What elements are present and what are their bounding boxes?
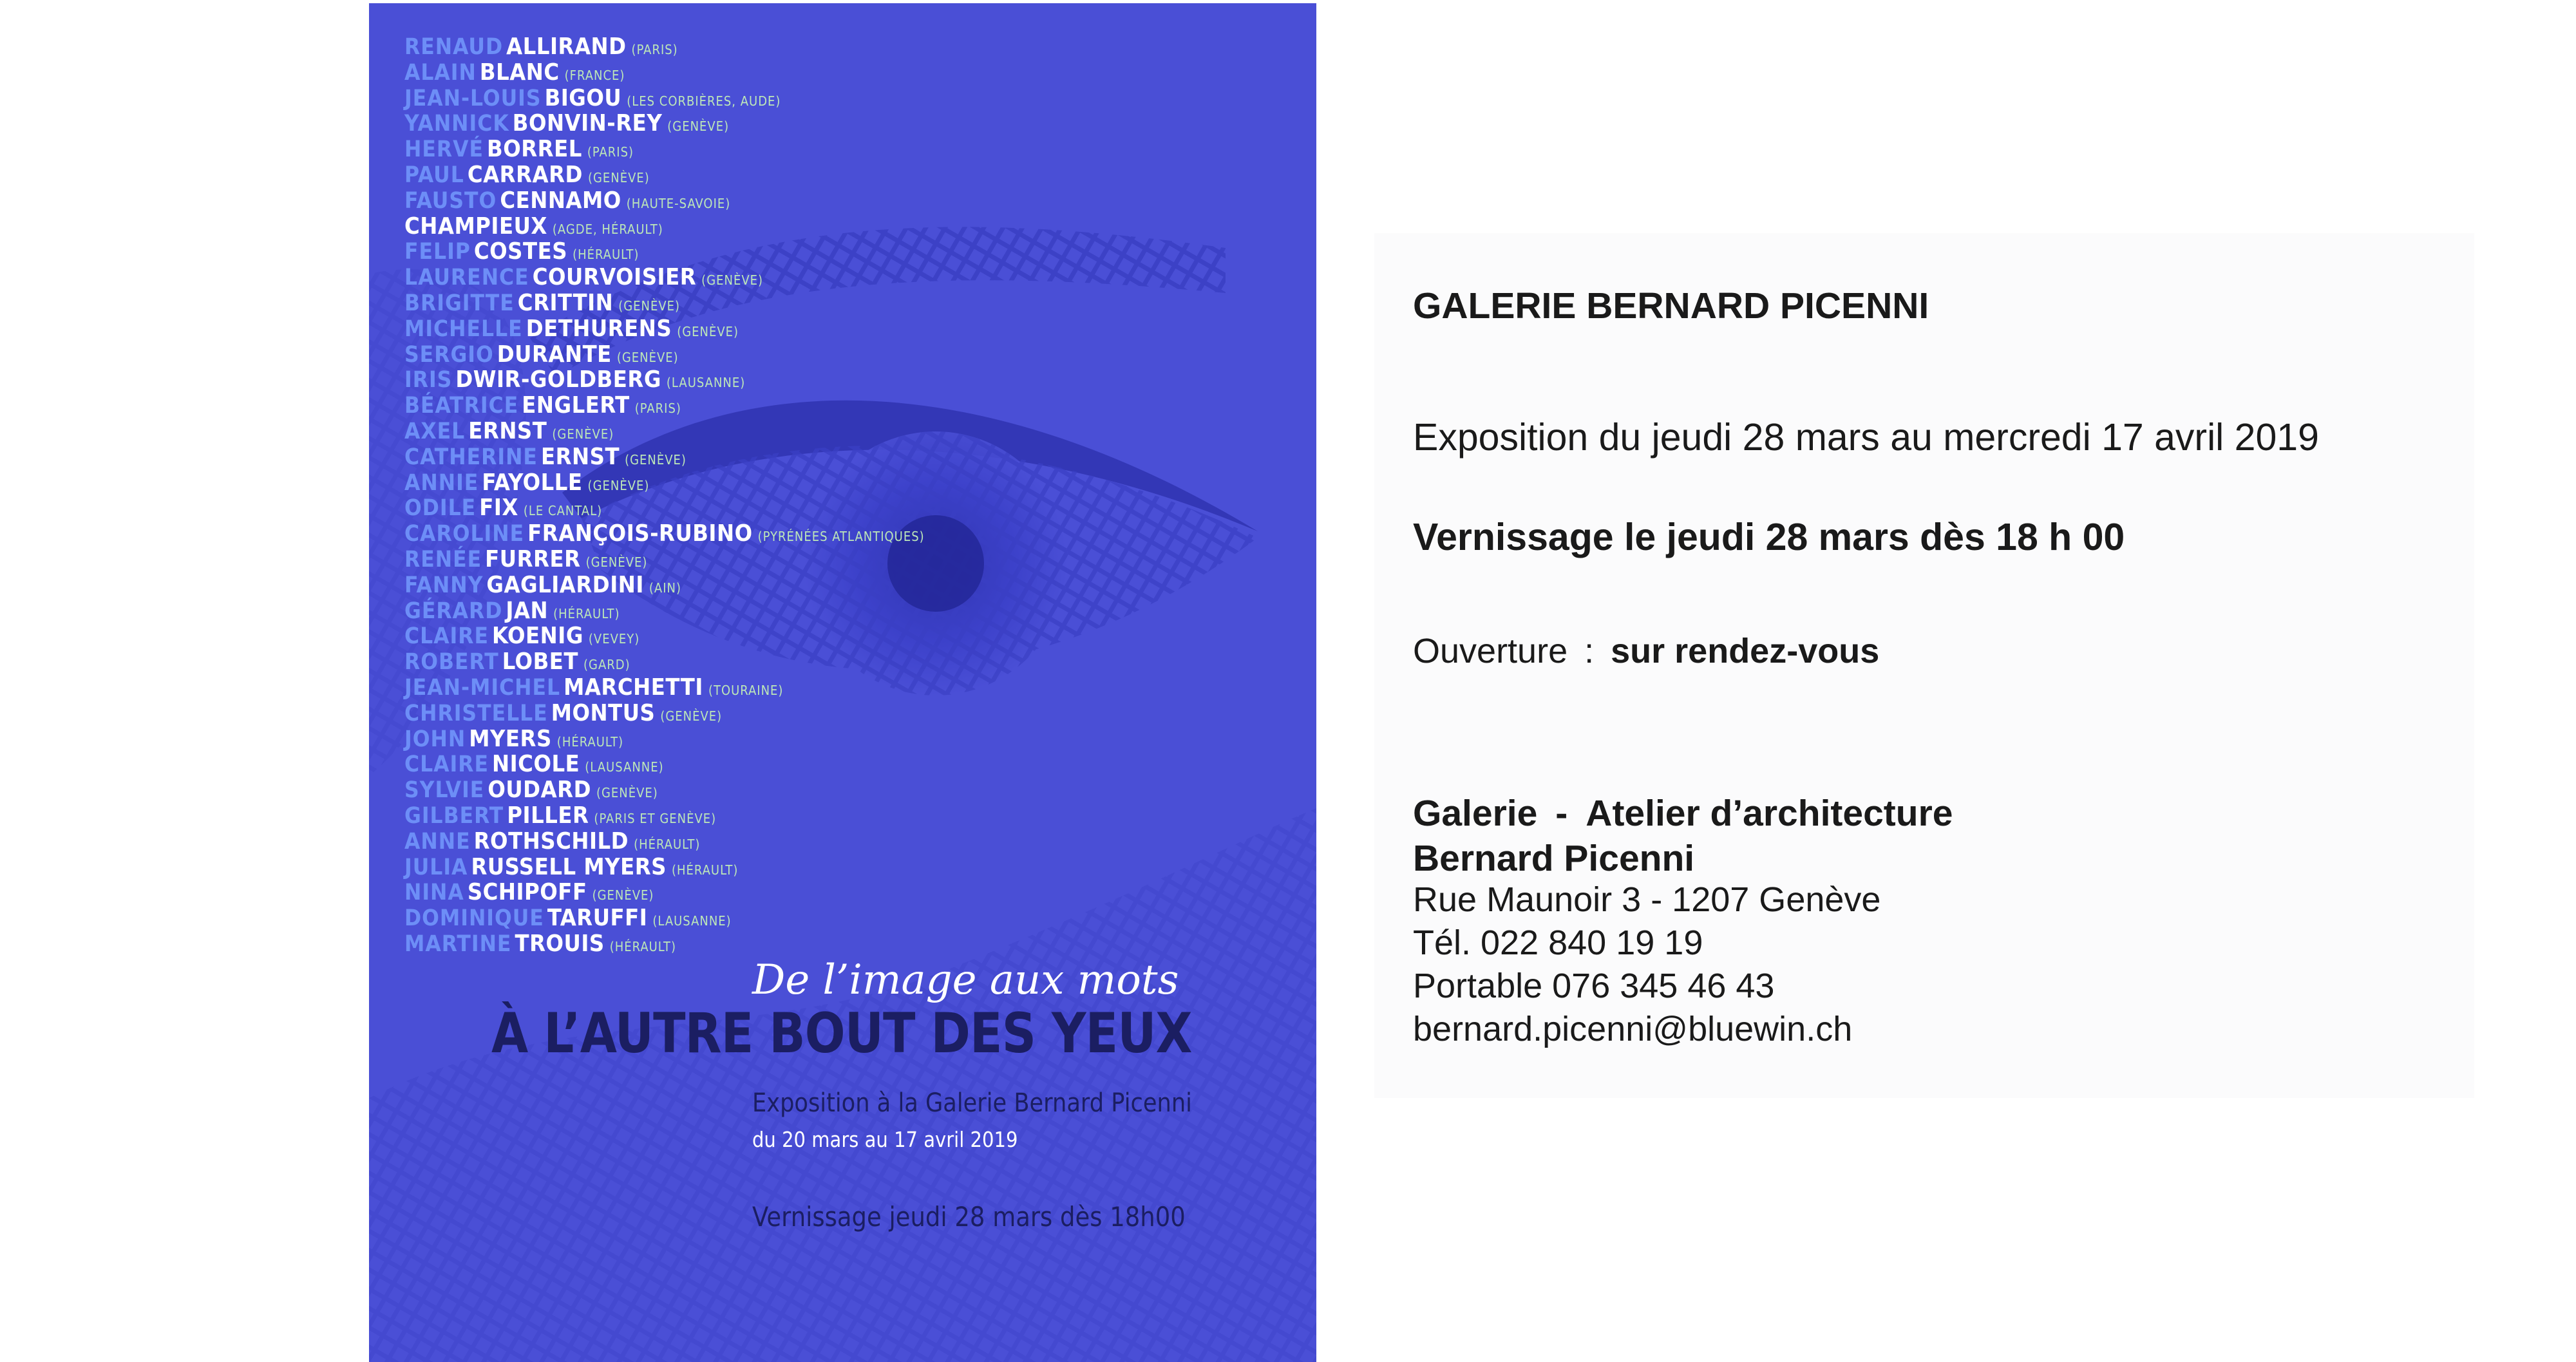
artist-list [404, 34, 925, 957]
artist-last-name: ENGLERT [522, 392, 630, 419]
artist-last-name: LOBET [502, 648, 578, 676]
artist-last-name: SCHIPOFF [467, 879, 587, 906]
artist-item [404, 931, 925, 957]
artist-first-name: YANNICK [404, 111, 509, 137]
artist-location: (HÉRAULT) [553, 605, 620, 621]
artist-last-name: CRITTIN [517, 289, 614, 316]
artist-last-name: RUSSELL MYERS [471, 853, 667, 880]
artist-last-name: COSTES [473, 238, 568, 265]
artist-first-name: PAUL [404, 162, 464, 188]
artist-location: (LE CANTAL) [523, 503, 603, 519]
artist-first-name: DOMINIQUE [404, 905, 544, 932]
artist-last-name: FIX [479, 495, 518, 522]
artist-location: (HÉRAULT) [609, 938, 677, 954]
artist-first-name: ANNIE [404, 469, 479, 496]
artist-location: (PARIS) [634, 401, 681, 417]
artist-location: (HÉRAULT) [634, 836, 701, 852]
exhibition-poster [369, 3, 1316, 1362]
artist-item [404, 470, 925, 496]
poster-title: À L’AUTRE BOUT DES YEUX [491, 1001, 1192, 1066]
artist-item [404, 752, 925, 777]
artist-last-name: FURRER [485, 545, 581, 572]
artist-item [404, 803, 925, 829]
poster-dates: du 20 mars au 17 avril 2019 [752, 1127, 1018, 1152]
artist-first-name: ANNE [404, 828, 471, 855]
artist-item [404, 829, 925, 855]
artist-first-name: AXEL [404, 418, 466, 444]
artist-location: (LAUSANNE) [666, 375, 746, 391]
artist-last-name: ERNST [540, 443, 620, 470]
artist-first-name: FANNY [404, 572, 484, 598]
artist-location: (GENÈVE) [596, 785, 658, 801]
artist-item [404, 675, 925, 701]
artist-first-name: HERVÉ [404, 137, 484, 163]
artist-first-name: CHRISTELLE [404, 700, 548, 726]
artist-item [404, 34, 925, 60]
artist-location: (TOURAINE) [708, 682, 784, 698]
opening-value: sur rendez-vous [1611, 632, 1880, 670]
artist-item [404, 86, 925, 111]
artist-last-name: MYERS [469, 725, 552, 752]
artist-first-name: CAROLINE [404, 521, 525, 547]
address-separator: - [1555, 793, 1568, 834]
artist-last-name: DWIR-GOLDBERG [455, 366, 661, 393]
artist-item [404, 855, 925, 880]
poster-vernissage: Vernissage jeudi 28 mars dès 18h00 [752, 1201, 1186, 1233]
artist-location: (AIN) [649, 580, 681, 596]
artist-last-name: CHAMPIEUX [404, 213, 547, 240]
artist-location: (GENÈVE) [616, 349, 679, 365]
artist-item [404, 623, 925, 649]
artist-last-name: ALLIRAND [506, 33, 627, 60]
artist-last-name: TROUIS [515, 930, 605, 957]
artist-item [404, 444, 925, 470]
artist-first-name: GILBERT [404, 802, 504, 829]
artist-location: (HÉRAULT) [556, 733, 624, 750]
artist-item [404, 239, 925, 265]
artist-location: (GENÈVE) [587, 169, 650, 185]
artist-last-name: ERNST [468, 417, 547, 444]
address-mobile: Portable 076 345 46 43 [1413, 967, 1775, 1005]
artist-item [404, 60, 925, 86]
artist-first-name: LAURENCE [404, 265, 529, 291]
exposition-dates: Exposition du jeudi 28 mars au mercredi 17 avril 2019 [1413, 416, 2319, 459]
artist-item [404, 188, 925, 214]
artist-location: (PYRÉNÉES ATLANTIQUES) [757, 529, 925, 545]
artist-location: (PARIS ET GENÈVE) [594, 810, 717, 826]
artist-item [404, 367, 925, 393]
artist-location: (GENÈVE) [618, 298, 681, 314]
artist-item [404, 495, 925, 521]
artist-location: (PARIS) [631, 42, 678, 57]
artist-first-name: SYLVIE [404, 777, 485, 804]
artist-item [404, 342, 925, 368]
artist-location: (GENÈVE) [587, 477, 650, 493]
artist-item [404, 905, 925, 931]
artist-location: (LAUSANNE) [652, 913, 732, 929]
artist-item [404, 880, 925, 905]
artist-last-name: KOENIG [492, 623, 583, 650]
address-line-1 [1413, 792, 1953, 835]
artist-item [404, 290, 925, 316]
poster-subtitle: De l’image aux mots [752, 956, 1179, 1004]
artist-item [404, 137, 925, 162]
artist-first-name: CLAIRE [404, 752, 489, 778]
artist-item [404, 547, 925, 572]
artist-last-name: BORREL [487, 136, 582, 163]
artist-item [404, 316, 925, 342]
artist-location: (FRANCE) [564, 67, 625, 83]
artist-first-name: NINA [404, 880, 464, 906]
artist-first-name: ODILE [404, 495, 477, 522]
artist-location: (GENÈVE) [701, 272, 764, 288]
opening-colon: : [1584, 632, 1595, 670]
artist-first-name: BRIGITTE [404, 290, 515, 316]
artist-last-name: MONTUS [551, 699, 656, 726]
artist-item [404, 572, 925, 598]
address-line-2: Bernard Picenni [1413, 838, 1695, 879]
artist-last-name: FAYOLLE [482, 469, 583, 496]
artist-location: (GARD) [583, 657, 630, 673]
vernissage-line: Vernissage le jeudi 28 mars dès 18 h 00 [1413, 516, 2125, 558]
artist-item [404, 111, 925, 137]
artist-first-name: JULIA [404, 854, 468, 880]
artist-last-name: BIGOU [544, 84, 622, 111]
artist-last-name: BLANC [479, 59, 560, 86]
artist-item [404, 393, 925, 419]
artist-last-name: COURVOISIER [532, 264, 697, 291]
artist-item [404, 649, 925, 675]
opening-label: Ouverture [1413, 632, 1568, 670]
artist-item [404, 265, 925, 290]
artist-first-name: BÉATRICE [404, 393, 519, 419]
artist-last-name: DETHURENS [526, 315, 672, 342]
invitation-card [1374, 233, 2474, 1098]
gallery-name: GALERIE BERNARD PICENNI [1413, 285, 1929, 326]
artist-first-name: GÉRARD [404, 598, 503, 624]
artist-first-name: CATHERINE [404, 444, 538, 470]
artist-first-name: RENÉE [404, 546, 482, 572]
artist-location: (VEVEY) [588, 631, 640, 647]
artist-location: (GENÈVE) [625, 451, 687, 468]
artist-item [404, 726, 925, 752]
artist-item [404, 701, 925, 726]
artist-location: (HAUTE-SAVOIE) [626, 195, 731, 211]
artist-first-name: IRIS [404, 367, 453, 393]
address-phone: Tél. 022 840 19 19 [1413, 923, 1703, 962]
artist-last-name: NICOLE [492, 751, 580, 778]
artist-location: (GENÈVE) [667, 118, 730, 135]
artist-last-name: OUDARD [488, 777, 591, 804]
artist-last-name: PILLER [507, 802, 589, 829]
artist-first-name: FAUSTO [404, 187, 497, 214]
artist-location: (GENÈVE) [585, 554, 648, 570]
artist-first-name: CLAIRE [404, 623, 489, 650]
artist-location: (LES CORBIÈRES, AUDE) [627, 93, 781, 109]
artist-item [404, 598, 925, 624]
artist-first-name: FELIP [404, 239, 471, 265]
address-street: Rue Maunoir 3 - 1207 Genève [1413, 880, 1881, 919]
artist-last-name: TARUFFI [547, 905, 648, 932]
artist-last-name: MARCHETTI [564, 674, 703, 701]
artist-last-name: JAN [506, 597, 549, 624]
artist-location: (LAUSANNE) [585, 759, 664, 775]
artist-last-name: ROTHSCHILD [473, 828, 629, 855]
artist-first-name: ROBERT [404, 649, 499, 676]
artist-last-name: CARRARD [467, 161, 583, 188]
artist-last-name: GAGLIARDINI [486, 571, 644, 598]
artist-item [404, 521, 925, 547]
artist-first-name: MARTINE [404, 931, 512, 957]
artist-first-name: ALAIN [404, 59, 477, 86]
poster-exposition: Exposition à la Galerie Bernard Picenni [752, 1088, 1192, 1118]
artist-location: (AGDE, HÉRAULT) [552, 221, 663, 237]
address-atelier: Atelier d’architecture [1586, 793, 1953, 834]
artist-first-name: JOHN [404, 726, 466, 752]
artist-first-name: JEAN-MICHEL [404, 674, 561, 701]
artist-last-name: CENNAMO [500, 187, 621, 214]
artist-location: (GENÈVE) [592, 887, 654, 903]
artist-location: (GENÈVE) [552, 426, 614, 442]
artist-first-name: MICHELLE [404, 316, 523, 342]
artist-first-name: RENAUD [404, 34, 504, 60]
artist-item [404, 777, 925, 803]
artist-location: (GENÈVE) [677, 323, 739, 339]
artist-location: (HÉRAULT) [573, 247, 639, 263]
opening-hours [1413, 631, 1879, 671]
artist-last-name: BONVIN-REY [512, 110, 663, 137]
artist-item [404, 162, 925, 188]
artist-item [404, 214, 925, 240]
address-galerie: Galerie [1413, 793, 1538, 834]
artist-last-name: DURANTE [497, 341, 612, 368]
address-email[interactable]: bernard.picenni@bluewin.ch [1413, 1010, 1853, 1048]
artist-location: (PARIS) [587, 144, 634, 160]
artist-item [404, 419, 925, 444]
artist-location: (GENÈVE) [660, 708, 723, 724]
artist-first-name: SERGIO [404, 341, 494, 368]
artist-first-name: JEAN-LOUIS [404, 85, 542, 111]
artist-location: (HÉRAULT) [671, 862, 739, 878]
artist-last-name: FRANÇOIS-RUBINO [527, 520, 753, 547]
